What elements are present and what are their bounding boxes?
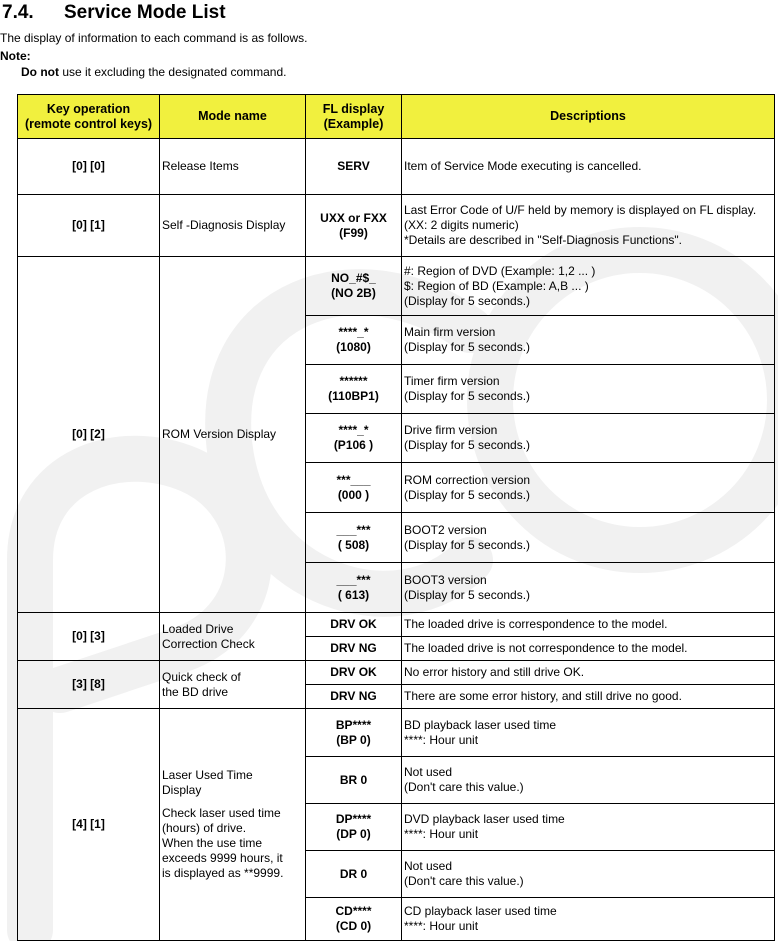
description-line: Timer firm version — [404, 374, 500, 388]
fl-display-line: (CD 0) — [335, 919, 372, 933]
fl-display-line: UXX or FXX — [320, 210, 387, 225]
description-cell — [402, 563, 775, 613]
description-line: *Details are described in "Self-Diagnosis Functions". — [404, 233, 682, 247]
description-cell — [402, 898, 775, 941]
key-operation-cell: [3] [8] — [18, 661, 160, 709]
fl-display-line: CD**** — [335, 904, 372, 918]
mode-note-line: is displayed as **9999. — [162, 866, 284, 880]
fl-display-line: ___*** — [336, 522, 371, 537]
mode-name-line: Display — [162, 783, 202, 797]
fl-display-cell — [306, 257, 402, 316]
fl-display-line: (110BP1) — [328, 389, 379, 403]
description-cell — [402, 709, 775, 757]
mode-name-line: Loaded Drive — [162, 621, 234, 636]
description-line: (Display for 5 seconds.) — [404, 293, 531, 308]
mode-name-line: Self -Diagnosis Display — [162, 218, 286, 232]
description-line: (Display for 5 seconds.) — [404, 537, 531, 552]
key-operation-cell: [0] [2] — [18, 257, 160, 613]
description-line: Main firm version — [404, 325, 496, 339]
fl-display-line: (000 ) — [337, 487, 370, 502]
fl-display-line: DR 0 — [339, 866, 368, 881]
description-cell — [402, 365, 775, 414]
description-line: (Display for 5 seconds.) — [404, 487, 531, 502]
description-line: CD playback laser used time — [404, 904, 557, 918]
fl-display-line: BR 0 — [339, 772, 368, 787]
description-line: $: Region of BD (Example: A,B ... ) — [404, 278, 589, 293]
description-line: (Don't care this value.) — [404, 874, 524, 888]
description-line: (Display for 5 seconds.) — [404, 587, 531, 602]
table-row — [18, 661, 775, 685]
description-cell — [402, 757, 775, 804]
description-line: The loaded drive is correspondence to the model. — [404, 617, 668, 631]
fl-display-cell — [306, 139, 402, 195]
description-line: ****: Hour unit — [404, 827, 479, 841]
description-cell — [402, 637, 775, 661]
mode-name-cell — [160, 661, 306, 709]
fl-display-cell — [306, 637, 402, 661]
fl-display-line: ****_* — [338, 423, 369, 437]
description-line: BOOT3 version — [404, 572, 487, 587]
fl-display-line: ( 508) — [337, 537, 370, 552]
key-operation-cell: [0] [0] — [18, 139, 160, 195]
fl-display-line: DP**** — [335, 812, 372, 826]
fl-display-cell — [306, 563, 402, 613]
mode-note-line: Check laser used time — [162, 806, 281, 820]
description-cell — [402, 414, 775, 463]
description-line: Drive firm version — [404, 423, 498, 437]
key-operation-cell: [4] [1] — [18, 709, 160, 941]
description-cell — [402, 661, 775, 685]
fl-display-cell — [306, 365, 402, 414]
table-header-row — [18, 95, 775, 139]
fl-display-cell — [306, 316, 402, 365]
description-cell — [402, 463, 775, 513]
fl-display-line: DRV NG — [330, 641, 377, 655]
section-number: 7.4. — [2, 2, 34, 23]
mode-note-line: exceeds 9999 hours, it — [162, 851, 283, 865]
fl-display-cell — [306, 685, 402, 709]
fl-display-cell — [306, 414, 402, 463]
fl-display-line: (BP 0) — [336, 732, 371, 747]
fl-display-cell — [306, 804, 402, 851]
fl-display-cell — [306, 661, 402, 685]
fl-display-cell — [306, 513, 402, 563]
mode-name-cell — [160, 139, 306, 195]
header-key-line: (remote control keys) — [24, 116, 153, 131]
note-label: Note: — [0, 49, 31, 63]
header-fl-line: FL display — [322, 101, 385, 116]
mode-name-cell — [160, 709, 306, 941]
description-line: (Don't care this value.) — [404, 780, 524, 794]
mode-name-cell — [160, 195, 306, 257]
description-line: BD playback laser used time — [404, 717, 557, 732]
note-text — [21, 65, 286, 79]
mode-name-line: Correction Check — [162, 636, 255, 651]
fl-display-line: SERV — [337, 159, 370, 173]
note-bold-text: Do not — [21, 65, 59, 79]
description-cell — [402, 613, 775, 637]
description-cell — [402, 513, 775, 563]
description-cell — [402, 195, 775, 257]
header-key-line: Key operation — [46, 101, 131, 116]
fl-display-line: DRV NG — [330, 689, 377, 703]
description-cell — [402, 851, 775, 898]
header-descriptions: Descriptions — [402, 95, 775, 139]
fl-display-line: ___*** — [336, 572, 371, 587]
table-row — [18, 195, 775, 257]
description-line: Last Error Code of U/F held by memory is displayed on FL display. — [404, 203, 757, 217]
fl-display-line: BP**** — [335, 717, 372, 732]
key-operation-cell: [0] [1] — [18, 195, 160, 257]
description-cell — [402, 316, 775, 365]
description-line: ROM correction version — [404, 472, 531, 487]
service-mode-table — [17, 94, 775, 941]
description-line: #: Region of DVD (Example: 1,2 ... ) — [404, 263, 596, 278]
section-heading — [2, 2, 226, 24]
fl-display-line: NO_#$_ — [331, 271, 376, 285]
description-cell — [402, 804, 775, 851]
description-line: ****: Hour unit — [404, 732, 479, 747]
fl-display-line: ( 613) — [337, 587, 370, 602]
table-row — [18, 613, 775, 637]
description-cell — [402, 257, 775, 316]
fl-display-cell — [306, 613, 402, 637]
fl-display-line: ***___ — [336, 472, 371, 487]
intro-text: The display of information to each command is as follows. — [0, 31, 308, 45]
description-line: No error history and still drive OK. — [404, 665, 585, 679]
fl-display-cell — [306, 463, 402, 513]
fl-display-line: (P106 ) — [333, 438, 374, 452]
header-mode-name: Mode name — [160, 95, 306, 139]
mode-name-line: ROM Version Display — [162, 427, 277, 441]
description-line: Not used — [404, 859, 453, 873]
description-line: Item of Service Mode executing is cancelled. — [404, 159, 642, 173]
header-fl-display — [306, 95, 402, 139]
fl-display-line: (DP 0) — [336, 827, 371, 841]
description-line: BOOT2 version — [404, 522, 487, 537]
mode-note-line: (hours) of drive. — [162, 821, 247, 835]
mode-name-line: Release Items — [162, 159, 239, 173]
key-operation-cell: [0] [3] — [18, 613, 160, 661]
description-line: ****: Hour unit — [404, 919, 479, 933]
fl-display-cell — [306, 709, 402, 757]
mode-note-line: When the use time — [162, 836, 263, 850]
description-line: DVD playback laser used time — [404, 812, 565, 826]
fl-display-line: ****** — [339, 374, 368, 388]
fl-display-line: DRV OK — [330, 665, 377, 679]
description-line: The loaded drive is not correspondence to the model. — [404, 641, 688, 655]
table-row — [18, 139, 775, 195]
description-line: (Display for 5 seconds.) — [404, 340, 531, 354]
fl-display-cell — [306, 898, 402, 941]
description-line: There are some error history, and still drive no good. — [404, 689, 682, 703]
fl-display-cell — [306, 195, 402, 257]
description-line: Not used — [404, 765, 453, 779]
fl-display-line: ****_* — [338, 325, 369, 339]
header-key-operation — [18, 95, 160, 139]
mode-name-line: the BD drive — [162, 684, 229, 699]
fl-display-line: (F99) — [339, 225, 368, 240]
fl-display-line: (1080) — [336, 340, 371, 354]
fl-display-cell — [306, 757, 402, 804]
description-line: (XX: 2 digits numeric) — [404, 218, 519, 232]
fl-display-cell — [306, 851, 402, 898]
mode-note — [162, 806, 303, 881]
table-row — [18, 257, 775, 316]
table-row — [18, 709, 775, 757]
fl-display-line: DRV OK — [330, 617, 377, 631]
description-cell — [402, 139, 775, 195]
description-cell — [402, 685, 775, 709]
header-fl-line: (Example) — [323, 116, 384, 131]
mode-name-line: Laser Used Time — [162, 768, 253, 782]
section-title: Service Mode List — [64, 2, 226, 23]
mode-name-line: Quick check of — [162, 669, 241, 684]
mode-name-cell — [160, 613, 306, 661]
description-line: (Display for 5 seconds.) — [404, 389, 531, 403]
note-body-text: use it excluding the designated command. — [59, 65, 287, 79]
mode-name-cell — [160, 257, 306, 613]
fl-display-line: (NO 2B) — [331, 286, 376, 300]
description-line: (Display for 5 seconds.) — [404, 438, 531, 452]
